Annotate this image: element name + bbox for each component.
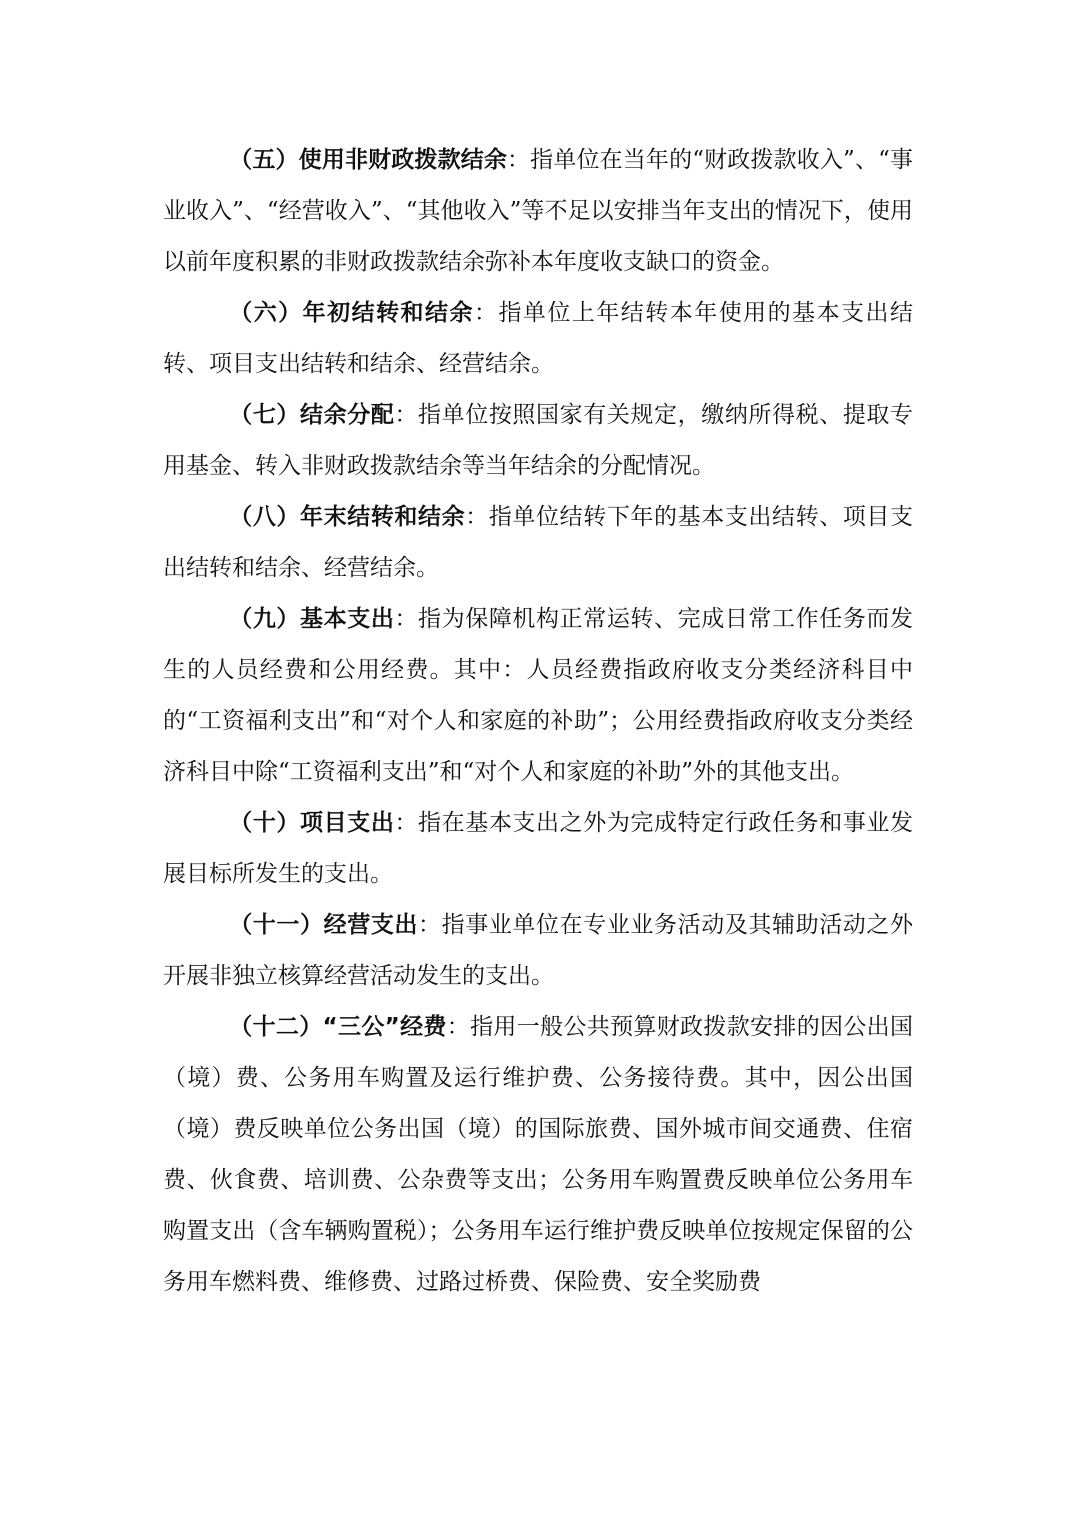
- paragraph-body: ：指单位按照国家有关规定，缴纳所得税、提取专用基金、转入非财政拨款结余等当年结余的分配情况。: [163, 402, 914, 479]
- paragraph-10: [163, 798, 913, 900]
- paragraph-body: ：指单位在当年的“财政拨款收入”、“事业收入”、“经营收入”、“其他收入”等不足以安排当年支出的情况下，使用以前年度积累的非财政拨款结余弥补本年度收支缺口的资金。: [163, 147, 913, 275]
- paragraph-heading: （十二）“三公”经费: [229, 1014, 447, 1040]
- paragraph-12: [163, 1002, 913, 1308]
- paragraph-body: ：指用一般公共预算财政拨款安排的因公出国（境）费、公务用车购置及运行维护费、公务接待费。其中，因公出国（境）费反映单位公务出国（境）的国际旅费、国外城市间交通费、住宿费、伙食费、培训费、公杂费等支出；公务用车购置费反映单位公务用车购置支出（含车辆购置税）；公务用车运行维护费反映单位按规定保留的公务用车燃料费、维修费、过路过桥费、保险费、安全奖励费: [163, 1014, 914, 1295]
- paragraph-heading: （七）结余分配: [229, 402, 395, 428]
- paragraph-heading: （十）项目支出: [229, 810, 395, 836]
- paragraph-body: ：指单位结转下年的基本支出结转、项目支出结转和结余、经营结余。: [163, 504, 914, 581]
- paragraph-9: [163, 594, 913, 798]
- paragraph-heading: （八）年末结转和结余: [229, 504, 466, 530]
- paragraph-body: ：指事业单位在专业业务活动及其辅助活动之外开展非独立核算经营活动发生的支出。: [163, 912, 914, 989]
- paragraph-heading: （九）基本支出: [229, 606, 395, 632]
- paragraph-7: [163, 390, 913, 492]
- paragraph-5: [163, 135, 913, 288]
- paragraph-heading: （十一）经营支出: [229, 912, 419, 938]
- paragraph-body: ：指为保障机构正常运转、完成日常工作任务而发生的人员经费和公用经费。其中：人员经费指政府收支分类经济科目中的“工资福利支出”和“对个人和家庭的补助”；公用经费指政府收支分类经济科目中除“工资福利支出”和“对个人和家庭的补助”外的其他支出。: [163, 606, 914, 785]
- paragraph-body: ：指在基本支出之外为完成特定行政任务和事业发展目标所发生的支出。: [163, 810, 914, 887]
- paragraph-11: [163, 900, 913, 1002]
- paragraph-8: [163, 492, 913, 594]
- document-page: [163, 135, 913, 1308]
- paragraph-heading: （六）年初结转和结余: [229, 300, 474, 326]
- paragraph-body: ：指单位上年结转本年使用的基本支出结转、项目支出结转和结余、经营结余。: [163, 300, 914, 377]
- paragraph-6: [163, 288, 913, 390]
- paragraph-heading: （五）使用非财政拨款结余: [229, 147, 508, 173]
